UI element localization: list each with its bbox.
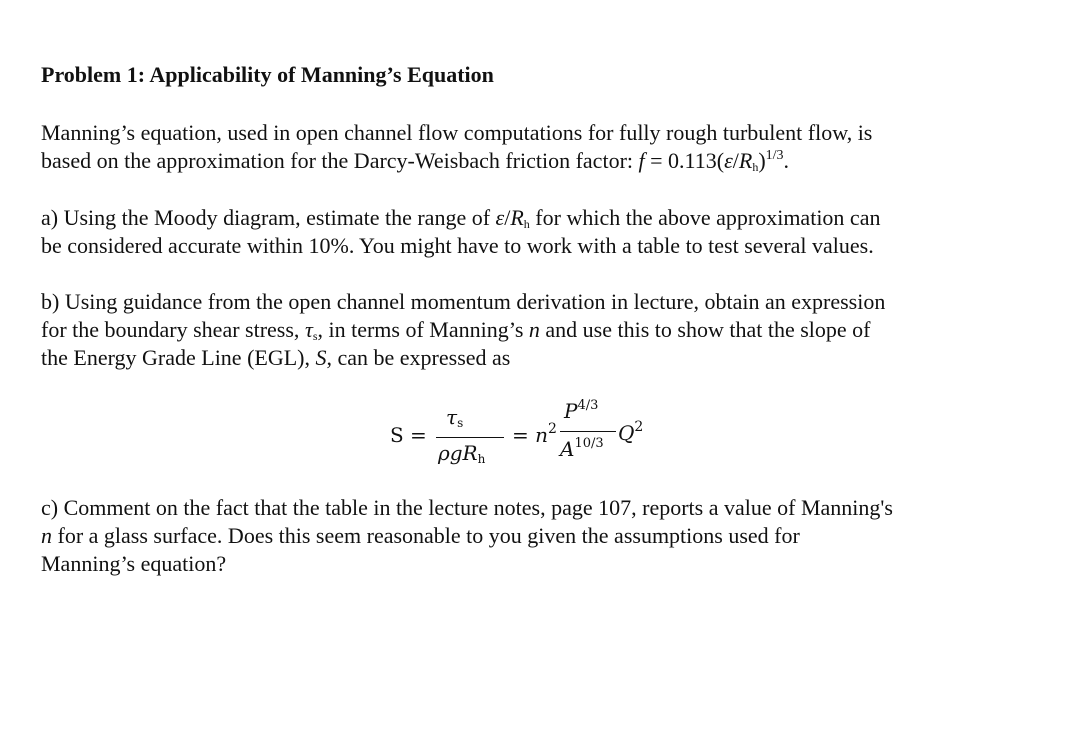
fraction-line-2	[560, 431, 616, 432]
equation-numerator-1	[446, 405, 463, 429]
part-c-manning-n: n	[41, 523, 52, 548]
intro-line-1: Manning’s equation, used in open channel flow computations for fully rough turbulent flow, is	[41, 120, 873, 145]
shear-stress-symbol: τ	[304, 317, 313, 342]
friction-factor-symbol: f	[638, 148, 645, 173]
equation-rho-g-r: ρgR	[438, 441, 478, 465]
equation-discharge	[618, 421, 643, 445]
equation-r-subscript: h	[477, 452, 486, 466]
part-a-radius-subscript: h	[523, 217, 530, 231]
part-a-slash: /	[504, 205, 511, 230]
part-a-epsilon: ε	[495, 205, 505, 230]
part-b-line-2-pre: for the boundary shear stress,	[41, 317, 305, 342]
part-a-paragraph	[41, 204, 1041, 260]
hydraulic-radius-subscript: h	[752, 160, 759, 174]
formula-period: .	[783, 148, 790, 173]
formula-exponent: 1/3	[765, 148, 784, 163]
fraction-line-1	[436, 437, 504, 438]
slope-symbol: S	[315, 345, 327, 370]
equation-denominator-2	[560, 437, 604, 461]
equation-numerator-2	[564, 399, 598, 423]
part-a-line-1-pre: a) Using the Moody diagram, estimate the range of	[41, 205, 496, 230]
part-b-line-1: b) Using guidance from the open channel momentum derivation in lecture, obtain an expression	[41, 289, 886, 314]
equation-middle	[512, 423, 557, 447]
part-b-line-3-pre: the Energy Grade Line (EGL),	[41, 345, 316, 370]
part-b-line-3	[41, 344, 1041, 372]
hydraulic-radius-symbol: R	[738, 148, 753, 173]
manning-n-symbol: n	[528, 317, 540, 342]
part-a-line-1-post: for which the above approximation can	[529, 205, 881, 230]
formula-close-paren: )	[758, 148, 766, 173]
part-c-paragraph	[41, 494, 1041, 578]
equation-perimeter-exponent: 4/3	[577, 398, 599, 413]
part-b-line-2-post: and use this to show that the slope of	[539, 317, 871, 342]
equation-perimeter: P	[564, 399, 578, 423]
equation-tau: τ	[446, 405, 458, 429]
equation-n-exponent: 2	[548, 421, 557, 437]
part-b-line-3-post: , can be expressed as	[326, 345, 511, 370]
equation-area-exponent: 10/3	[574, 436, 604, 451]
equation-denominator-1	[438, 441, 485, 465]
equation-q-exponent: 2	[634, 419, 644, 435]
part-c-line-2	[41, 522, 1041, 550]
formula-slash: /	[732, 148, 739, 173]
intro-line-2-text: based on the approximation for the Darcy-Weisbach friction factor:	[41, 148, 639, 173]
shear-stress-subscript: s	[312, 329, 318, 343]
epsilon-symbol: ε	[724, 148, 733, 173]
part-a-line-1	[41, 204, 1041, 232]
part-a-radius: R	[510, 205, 524, 230]
part-b-line-2	[41, 316, 1041, 344]
part-c-line-1: c) Comment on the fact that the table in the lecture notes, page 107, reports a value of Manning's	[41, 495, 893, 520]
egl-slope-equation	[390, 395, 690, 475]
problem-title: Problem 1: Applicability of Manning’s Equation	[41, 62, 494, 87]
equation-n: = n	[512, 423, 548, 447]
part-b-line-2-mid: , in terms of Manning’s	[317, 317, 529, 342]
intro-paragraph	[41, 119, 1041, 175]
intro-line-2	[41, 147, 1041, 175]
equation-lhs: S =	[390, 423, 427, 447]
equation-tau-subscript: s	[457, 416, 464, 430]
part-c-line-2-post: for a glass surface. Does this seem reasonable to you given the assumptions used for	[52, 523, 800, 548]
part-b-paragraph	[41, 288, 1041, 372]
equation-area: A	[560, 437, 575, 461]
formula-equals: = 0.113(	[644, 148, 725, 173]
part-c-line-3: Manning’s equation?	[41, 551, 227, 576]
part-a-line-2: be considered accurate within 10%. You might have to work with a table to test several values.	[41, 233, 874, 258]
equation-q: Q	[618, 421, 635, 445]
